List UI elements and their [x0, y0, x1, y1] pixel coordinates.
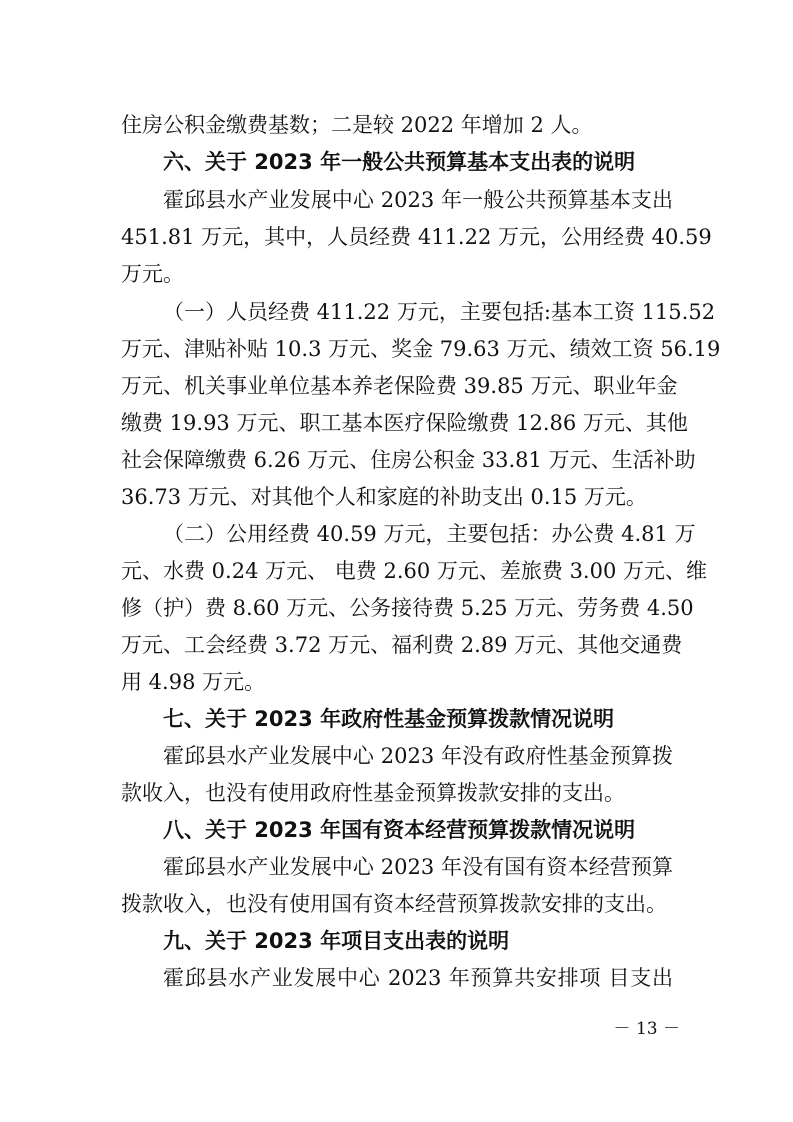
section-7-heading: 七、关于 2023 年政府性基金预算拨款情况说明	[163, 707, 615, 731]
section-8-line: 霍邱县水产业发展中心 2023 年没有国有资本经营预算	[163, 855, 673, 879]
page-number: － 13 －	[613, 1019, 680, 1039]
section-6-intro-line: 霍邱县水产业发展中心 2023 年一般公共预算基本支出	[163, 188, 673, 212]
personnel-expense-line: 缴费 19.93 万元、职工基本医疗保险缴费 12.86 万元、其他	[121, 411, 688, 435]
section-7-line: 款收入，也没有使用政府性基金预算拨款安排的支出。	[121, 781, 625, 805]
section-9-heading: 九、关于 2023 年项目支出表的说明	[163, 929, 510, 953]
section-8-line: 拨款收入，也没有使用国有资本经营预算拨款安排的支出。	[121, 892, 667, 916]
public-expense-line: （二）公用经费 40.59 万元，主要包括：办公费 4.81 万	[163, 522, 696, 546]
personnel-expense-line: 社会保障缴费 6.26 万元、住房公积金 33.81 万元、生活补助	[121, 448, 696, 472]
public-expense-line: 修（护）费 8.60 万元、公务接待费 5.25 万元、劳务费 4.50	[121, 596, 694, 620]
section-7-line: 霍邱县水产业发展中心 2023 年没有政府性基金预算拨	[163, 744, 673, 768]
section-9-line: 霍邱县水产业发展中心 2023 年预算共安排项 目支出	[163, 966, 673, 990]
personnel-expense-line: 万元、机关事业单位基本养老保险费 39.85 万元、职业年金	[121, 374, 678, 398]
personnel-expense-line: （一）人员经费 411.22 万元，主要包括:基本工资 115.52	[163, 300, 716, 324]
public-expense-line: 元、水费 0.24 万元、 电费 2.60 万元、差旅费 3.00 万元、维	[121, 559, 707, 583]
personnel-expense-line: 36.73 万元、对其他个人和家庭的补助支出 0.15 万元。	[121, 485, 647, 509]
continuation-line: 住房公积金缴费基数；二是较 2022 年增加 2 人。	[121, 113, 593, 137]
personnel-expense-line: 万元、津贴补贴 10.3 万元、奖金 79.63 万元、绩效工资 56.19	[121, 337, 721, 361]
section-8-heading: 八、关于 2023 年国有资本经营预算拨款情况说明	[163, 818, 636, 842]
public-expense-line: 用 4.98 万元。	[121, 670, 266, 694]
section-6-intro-line: 451.81 万元，其中，人员经费 411.22 万元，公用经费 40.59	[121, 225, 712, 249]
section-6-intro-line: 万元。	[121, 262, 184, 286]
section-6-heading: 六、关于 2023 年一般公共预算基本支出表的说明	[163, 150, 636, 174]
public-expense-line: 万元、工会经费 3.72 万元、福利费 2.89 万元、其他交通费	[121, 633, 683, 657]
